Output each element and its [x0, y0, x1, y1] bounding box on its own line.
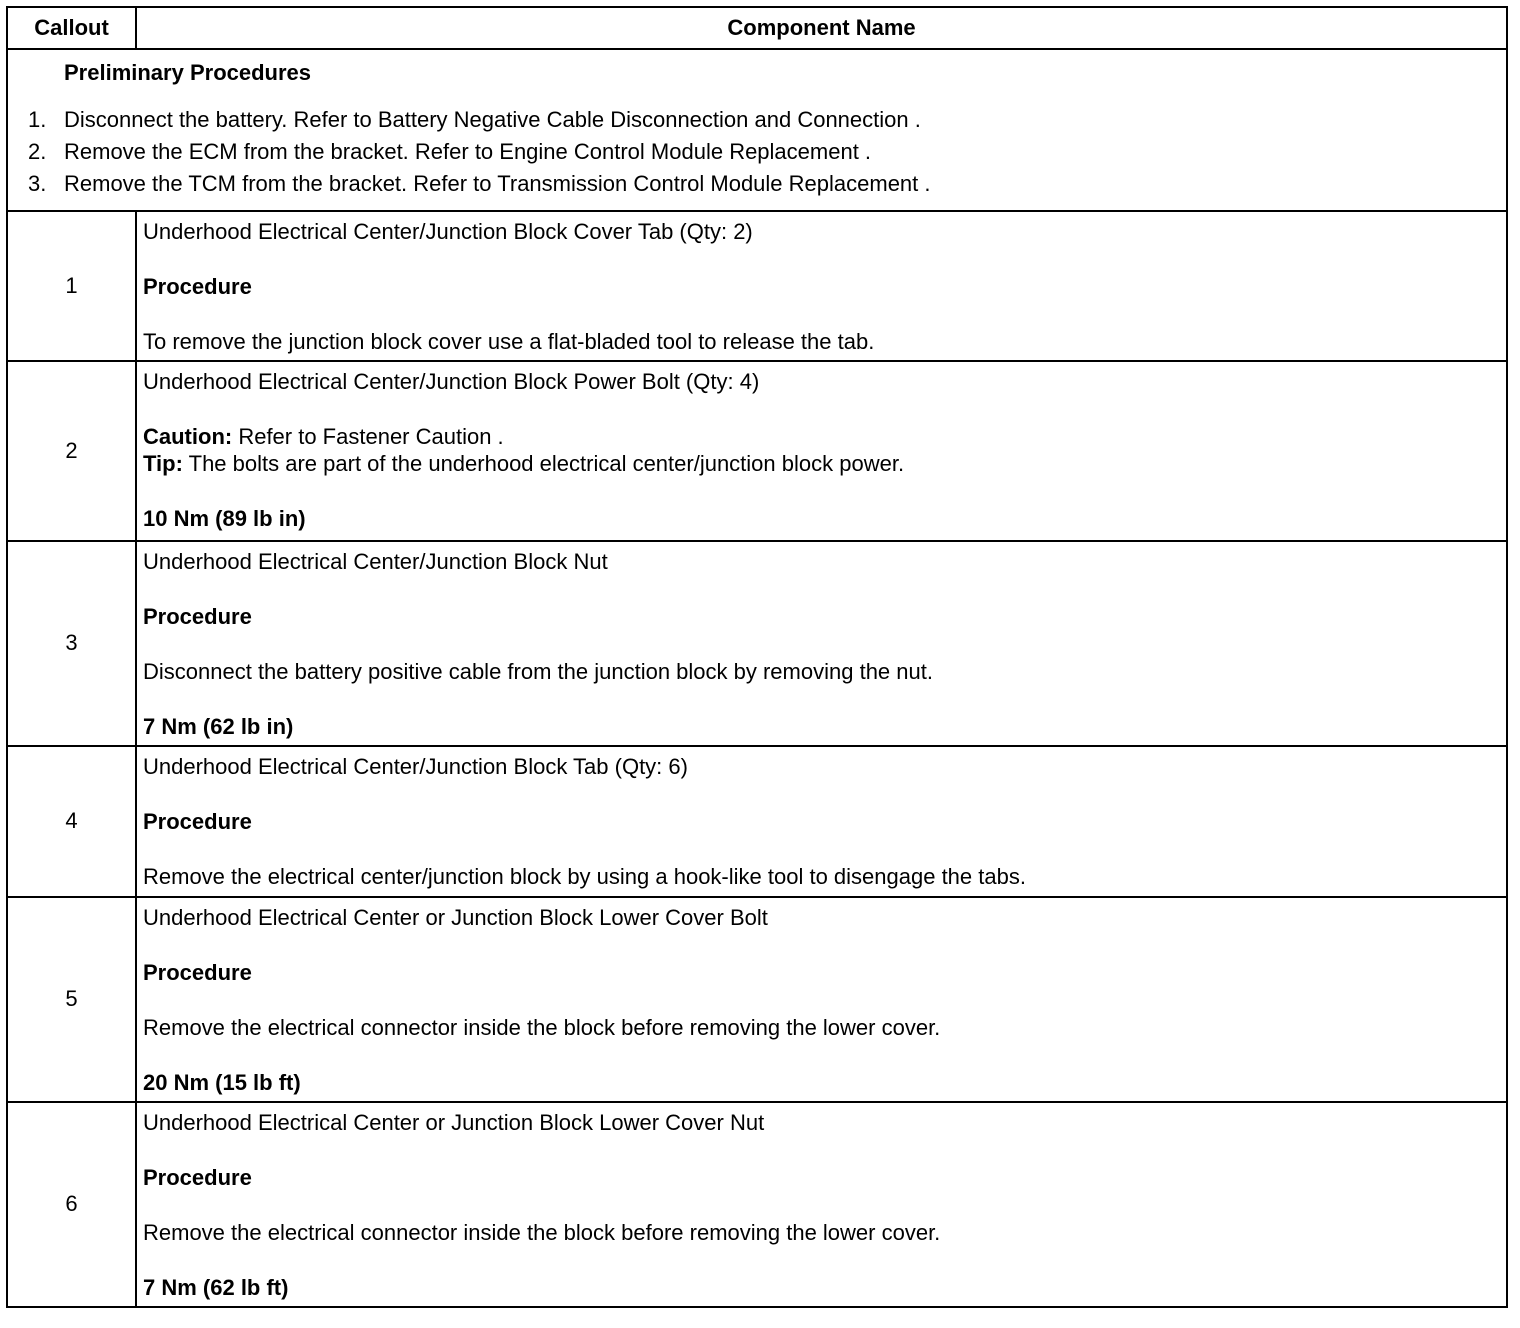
preliminary-procedures-row	[7, 49, 1507, 211]
table-row	[7, 746, 1507, 897]
procedure-label: Procedure	[143, 809, 252, 834]
preliminary-step	[8, 104, 1506, 136]
component-name: Underhood Electrical Center/Junction Block Cover Tab (Qty: 2)	[143, 219, 753, 244]
step-text: Remove the TCM from the bracket. Refer to Transmission Control Module Replacement .	[64, 171, 931, 196]
procedure-text: Remove the electrical connector inside the block before removing the lower cover.	[143, 1015, 941, 1040]
tip-label: Tip:	[143, 451, 183, 476]
step-text: Disconnect the battery. Refer to Battery Negative Cable Disconnection and Connection .	[64, 107, 921, 132]
callout-number: 1	[7, 211, 136, 361]
torque-spec: 7 Nm (62 lb ft)	[143, 1275, 289, 1300]
procedure-text: Remove the electrical center/junction block by using a hook-like tool to disengage the tabs.	[143, 864, 1026, 889]
step-text: Remove the ECM from the bracket. Refer to Engine Control Module Replacement .	[64, 139, 872, 164]
procedure-text: Remove the electrical connector inside the block before removing the lower cover.	[143, 1220, 941, 1245]
component-name: Underhood Electrical Center/Junction Block Nut	[143, 549, 608, 574]
callout-number: 6	[7, 1102, 136, 1307]
preliminary-procedures-title: Preliminary Procedures	[64, 60, 312, 85]
torque-spec: 10 Nm (89 lb in)	[143, 506, 306, 531]
procedure-label: Procedure	[143, 604, 252, 629]
table-row	[7, 211, 1507, 361]
torque-spec: 7 Nm (62 lb in)	[143, 714, 294, 739]
preliminary-procedures-cell	[7, 49, 1507, 211]
preliminary-steps-list	[8, 104, 1506, 200]
table-row	[7, 897, 1507, 1102]
component-cell	[136, 361, 1507, 541]
callout-number: 4	[7, 746, 136, 897]
component-cell	[136, 211, 1507, 361]
caution-text: Refer to Fastener Caution .	[232, 424, 504, 449]
caution-label: Caution:	[143, 424, 233, 449]
component-name: Underhood Electrical Center or Junction Block Lower Cover Nut	[143, 1110, 765, 1135]
component-cell	[136, 541, 1507, 746]
callout-number: 2	[7, 361, 136, 541]
step-number: 1.	[28, 107, 47, 132]
procedure-label: Procedure	[143, 960, 252, 985]
tip-text: The bolts are part of the underhood electrical center/junction block power.	[182, 451, 905, 476]
callout-number: 3	[7, 541, 136, 746]
procedure-label: Procedure	[143, 1165, 252, 1190]
table-row	[7, 1102, 1507, 1307]
component-cell	[136, 1102, 1507, 1307]
preliminary-step	[8, 136, 1506, 168]
step-number: 3.	[28, 171, 47, 196]
tip-line	[143, 450, 1500, 477]
component-cell	[136, 746, 1507, 897]
table-row	[7, 541, 1507, 746]
component-table	[6, 6, 1508, 1308]
component-name: Underhood Electrical Center/Junction Block Tab (Qty: 6)	[143, 754, 688, 779]
callout-column-header: Callout	[7, 7, 136, 49]
procedure-text: To remove the junction block cover use a flat-bladed tool to release the tab.	[143, 329, 875, 354]
step-number: 2.	[28, 139, 47, 164]
component-name: Underhood Electrical Center/Junction Block Power Bolt (Qty: 4)	[143, 369, 760, 394]
caution-line	[143, 423, 1500, 450]
component-cell	[136, 897, 1507, 1102]
component-name: Underhood Electrical Center or Junction Block Lower Cover Bolt	[143, 905, 768, 930]
preliminary-step	[8, 168, 1506, 200]
table-row	[7, 361, 1507, 541]
callout-number: 5	[7, 897, 136, 1102]
table-header-row	[7, 7, 1507, 49]
procedure-text: Disconnect the battery positive cable from the junction block by removing the nut.	[143, 659, 933, 684]
component-name-column-header: Component Name	[136, 7, 1507, 49]
torque-spec: 20 Nm (15 lb ft)	[143, 1070, 301, 1095]
procedure-label: Procedure	[143, 274, 252, 299]
